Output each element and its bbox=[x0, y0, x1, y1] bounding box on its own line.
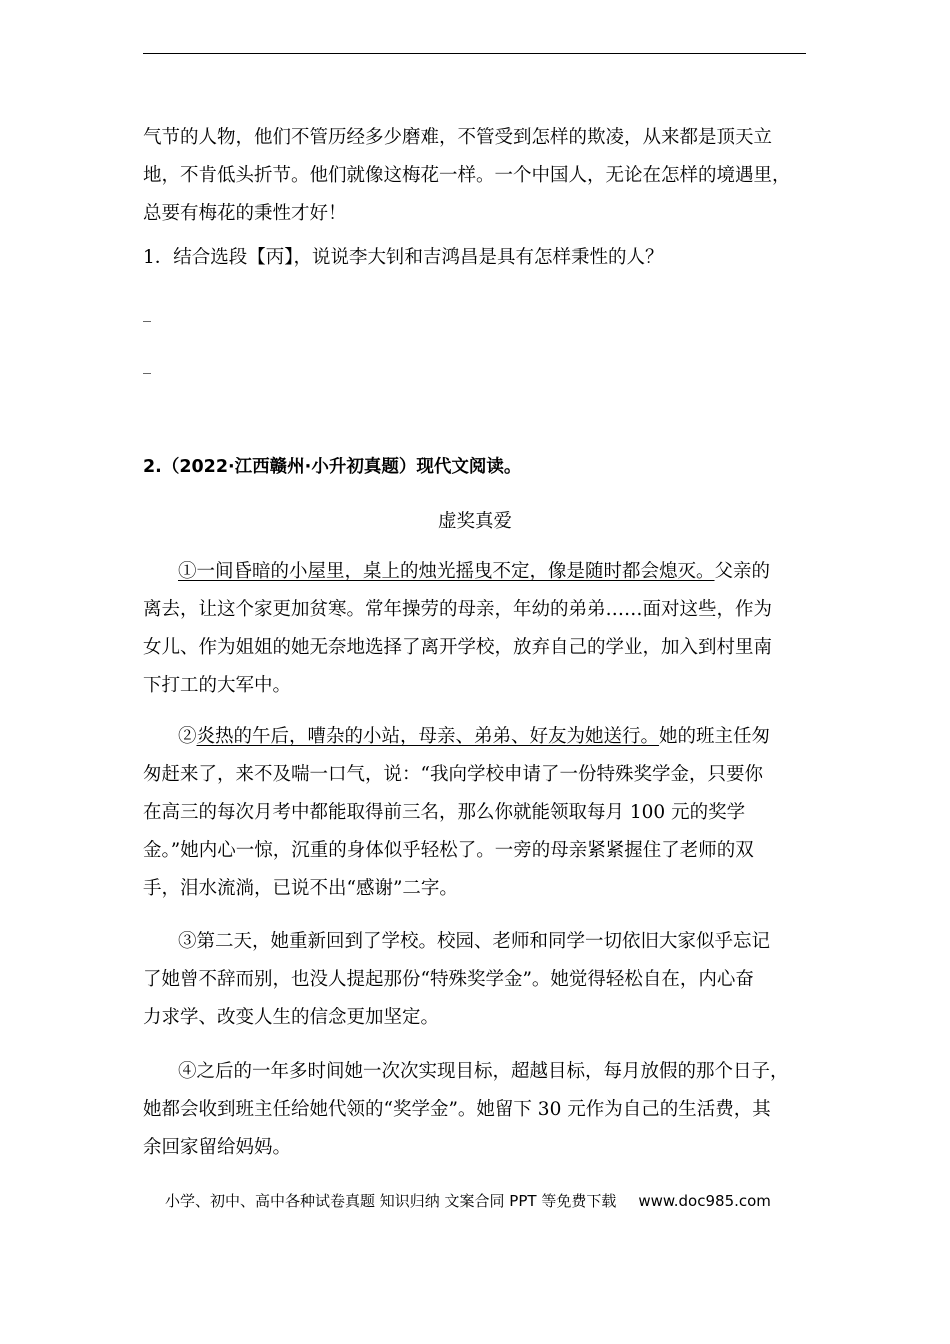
footer-text: 小学、初中、高中各种试卷真题 知识归纳 文案合同 PPT 等免费下载 bbox=[165, 1192, 617, 1210]
text-line: ①一间昏暗的小屋里，桌上的烛光摇曳不定，像是随时都会熄灭。父亲的 bbox=[178, 561, 771, 582]
text-line: 手，泪水流淌，已说不出“感谢”二字。 bbox=[143, 878, 458, 899]
text-line: 离去，让这个家更加贫寒。常年操劳的母亲，年幼的弟弟……面对这些，作为 bbox=[143, 599, 773, 620]
underlined-sentence: ①一间昏暗的小屋里，桌上的烛光摇曳不定，像是随时都会熄灭。 bbox=[178, 561, 715, 582]
underlined-sentence: 炎热的午后，嘈杂的小站，母亲、弟弟、好友为她送行。 bbox=[196, 726, 660, 747]
text-line: 金。”她内心一惊，沉重的身体似乎轻松了。一旁的母亲紧紧握住了老师的双 bbox=[143, 840, 754, 861]
page-footer bbox=[165, 1190, 771, 1211]
answer-blank[interactable]: _ bbox=[143, 355, 151, 374]
text-line: ③第二天，她重新回到了学校。校园、老师和同学一切依旧大家似乎忘记 bbox=[178, 931, 771, 952]
text-line: 总要有梅花的秉性才好！ bbox=[143, 203, 347, 224]
essay-title: 虚奖真爱 bbox=[437, 511, 512, 532]
text-line: 在高三的每次月考中都能取得前三名，那么你就能领取每月 100 元的奖学 bbox=[143, 802, 746, 823]
text-line: 地，不肯低头折节。他们就像这梅花一样。一个中国人，无论在怎样的境遇里， bbox=[143, 165, 791, 186]
answer-blank[interactable]: _ bbox=[143, 303, 151, 322]
text-line: 她都会收到班主任给她代领的“奖学金”。她留下 30 元作为自己的生活费，其 bbox=[143, 1099, 771, 1120]
question-2-heading: 2.（2022·江西赣州·小升初真题）现代文阅读。 bbox=[143, 457, 522, 477]
text-line: 气节的人物，他们不管历经多少磨难，不管受到怎样的欺凌，从来都是顶天立 bbox=[143, 127, 773, 148]
text-line: 余回家留给妈妈。 bbox=[143, 1137, 292, 1158]
text-line: ②炎热的午后，嘈杂的小站，母亲、弟弟、好友为她送行。她的班主任匆 bbox=[178, 726, 771, 747]
text-line: 力求学、改变人生的信念更加坚定。 bbox=[143, 1007, 440, 1028]
intro-paragraph bbox=[143, 119, 806, 233]
text-line: ④之后的一年多时间她一次次实现目标，超越目标，每月放假的那个日子， bbox=[178, 1061, 789, 1082]
paragraph-4 bbox=[143, 1053, 806, 1167]
paragraph-1 bbox=[143, 553, 806, 705]
paragraph-2 bbox=[143, 718, 806, 908]
text-line: 匆赶来了，来不及喘一口气，说：“我向学校申请了一份特殊奖学金，只要你 bbox=[143, 764, 763, 785]
question-1: 1．结合选段【丙】，说说李大钊和吉鸿昌是具有怎样秉性的人？ bbox=[143, 247, 664, 268]
text-line: 了她曾不辞而别，也没人提起那份“特殊奖学金”。她觉得轻松自在，内心奋 bbox=[143, 969, 754, 990]
text-line: 女儿、作为姐姐的她无奈地选择了离开学校，放弃自己的学业，加入到村里南 bbox=[143, 637, 773, 658]
footer-site-link[interactable]: www.doc985.com bbox=[638, 1192, 771, 1210]
paragraph-3 bbox=[143, 923, 806, 1037]
text-line: 下打工的大军中。 bbox=[143, 675, 292, 696]
header-rule bbox=[143, 53, 806, 54]
